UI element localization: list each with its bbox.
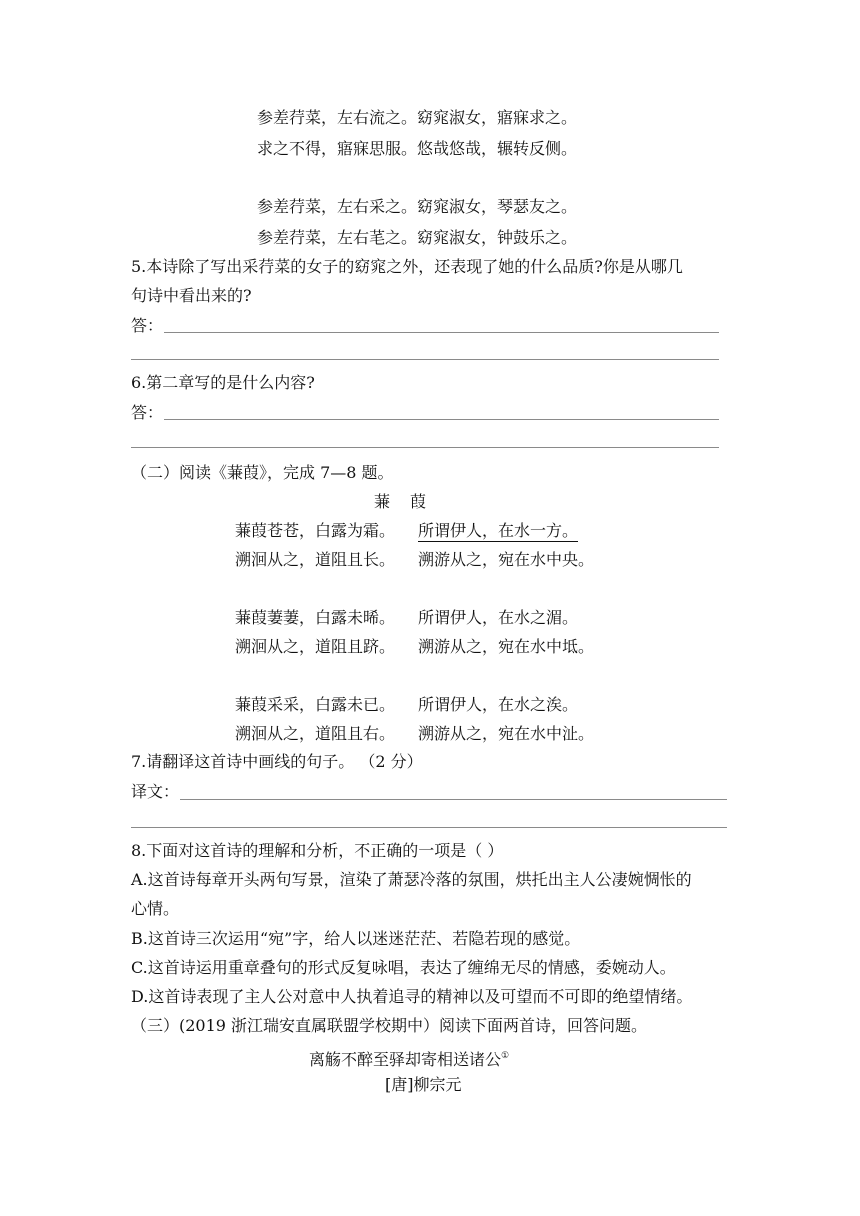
option-d: D.这首诗表现了主人公对意中人执着追寻的精神以及可望而不可即的绝望情绪。 [131,987,693,1006]
question-8-text: 8.下面对这首诗的理解和分析，不正确的一项是（ ） [131,841,504,860]
poem-line: 参差荇菜，左右采之。窈窕淑女，琴瑟友之。 [257,197,578,216]
question-7-answer-line[interactable] [131,827,727,828]
question-7-text: 7.请翻译这首诗中画线的句子。 （2 分） [131,752,423,771]
poem-line-b: 溯游从之，宛在水中央。 [418,550,595,569]
question-5-text: 5.本诗除了写出采荇菜的女子的窈窕之外，还表现了她的什么品质?你是从哪几 [131,257,683,276]
poem-line-a: 蒹葭萋萋，白露未晞。 [235,608,396,627]
poem-line: 参差荇菜，左右芼之。窈窕淑女，钟鼓乐之。 [257,228,578,247]
poem-line-a: 蒹葭采采，白露未已。 [235,695,396,714]
poem-line-a: 溯洄从之，道阻且跻。 [235,637,396,656]
poem-author: [唐]柳宗元 [385,1075,462,1094]
poem-line-a: 蒹葭苍苍，白露为霜。 [235,521,396,540]
option-a: A.这首诗每章开头两句写景，渲染了萧瑟冷落的氛围，烘托出主人公凄婉惆怅的 [131,870,692,889]
question-5-answer-line[interactable] [164,332,719,333]
section-3-heading: （三）(2019 浙江瑞安直属联盟学校期中）阅读下面两首诗，回答问题。 [131,1016,648,1035]
poem-title [374,492,426,512]
poem-line-b: 所谓伊人，在水之湄。 [418,608,579,627]
poem-title-text: 离觞不醉至驿却寄相送诸公 [309,1050,502,1069]
option-c: C.这首诗运用重章叠句的形式反复咏唱，表达了缠绵无尽的情感，委婉动人。 [131,958,676,977]
poem-line: 求之不得，寤寐思服。悠哉悠哉，辗转反侧。 [257,139,578,158]
poem-line-b-underlined [418,521,578,541]
footnote-marker: ① [501,1051,510,1061]
section-2-heading: （二）阅读《蒹葭》，完成 7—8 题。 [131,463,394,482]
poem-line-b: 溯游从之，宛在水中坻。 [418,637,595,656]
question-6-answer-label: 答： [131,403,164,422]
question-7-answer-label: 译文： [131,782,180,801]
question-5-text-cont: 句诗中看出来的? [131,286,252,305]
question-6-text: 6.第二章写的是什么内容? [131,373,315,392]
question-6-answer-line[interactable] [131,447,719,448]
poem-line: 参差荇菜，左右流之。窈窕淑女，寤寐求之。 [257,108,578,127]
poem-line-a: 溯洄从之，道阻且长。 [235,550,396,569]
poem-title-char: 蒹 [374,492,391,511]
underlined-sentence: 所谓伊人，在水一方。 [418,521,579,540]
question-7-answer-line[interactable] [180,799,727,800]
poem-line-b: 溯游从之，宛在水中沚。 [418,724,595,743]
question-5-answer-label: 答： [131,316,164,335]
poem-title [309,1046,509,1070]
question-5-answer-line[interactable] [131,359,719,360]
poem-line-a: 溯洄从之，道阻且右。 [235,724,396,743]
question-6-answer-line[interactable] [164,419,719,420]
poem-title-char: 葭 [410,492,427,511]
option-b: B.这首诗三次运用“宛”字，给人以迷迷茫茫、若隐若现的感觉。 [131,929,581,948]
option-a-cont: 心情。 [131,899,180,918]
poem-line-b: 所谓伊人，在水之涘。 [418,695,579,714]
